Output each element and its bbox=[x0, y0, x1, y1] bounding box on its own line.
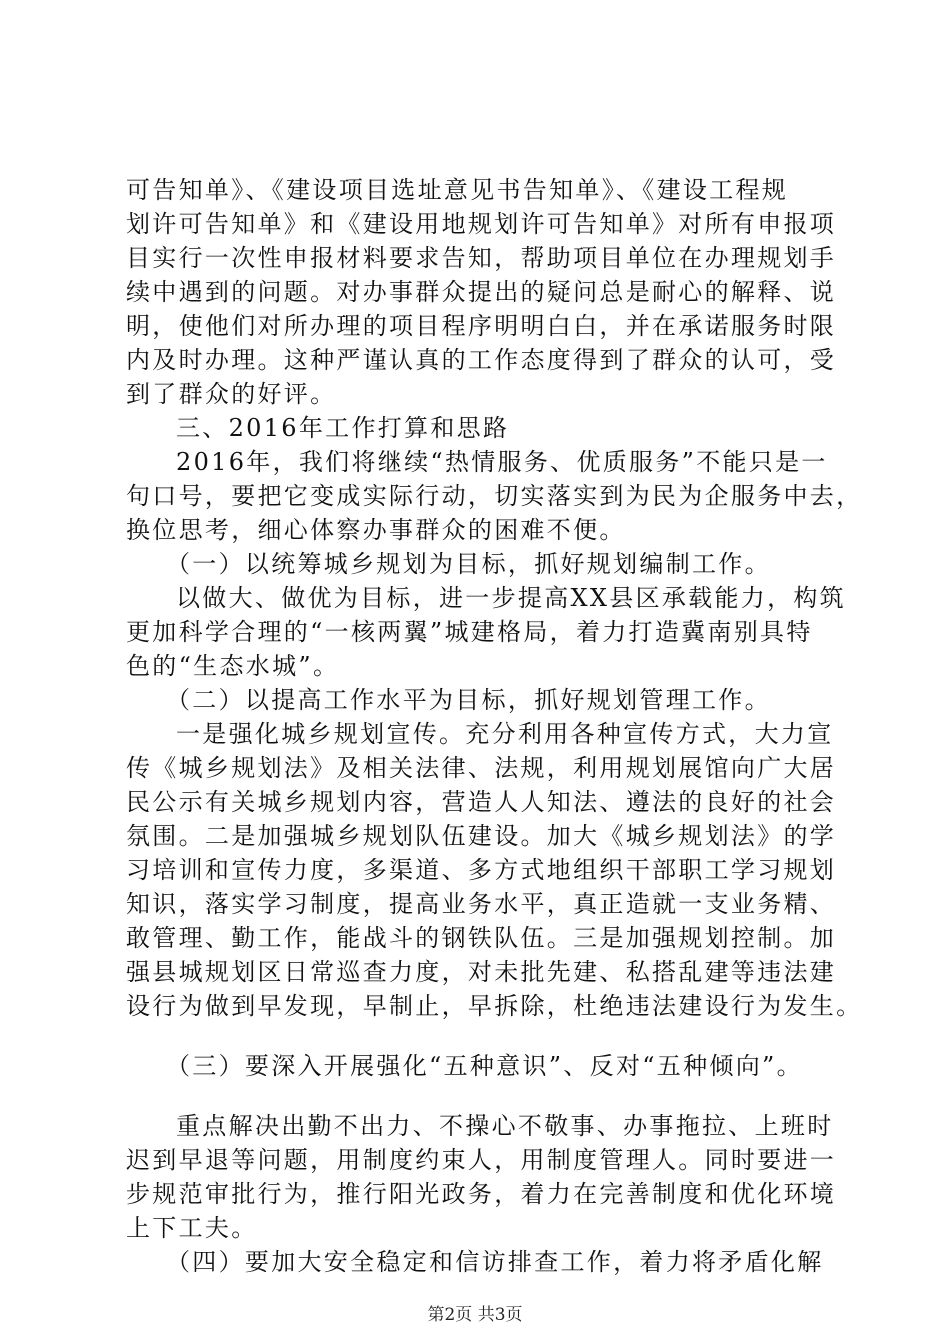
text-line: 上下工夫。 bbox=[126, 1214, 258, 1242]
text-line: 敢管理、勤工作，能战斗的钢铁队伍。三是加强规划控制。加 bbox=[126, 924, 837, 952]
text-line: 明，使他们对所办理的项目程序明明白白，并在承诺服务时限 bbox=[126, 312, 837, 340]
text-line: 换位思考，细心体察办事群众的困难不便。 bbox=[126, 516, 626, 544]
subsection-heading: （四）要加大安全稳定和信访排查工作，着力将矛盾化解 bbox=[166, 1248, 824, 1276]
text-line: 设行为做到早发现，早制止，早拆除，杜绝违法建设行为发生。 bbox=[126, 992, 863, 1020]
text-line: 更加科学合理的“一核两翼”城建格局，着力打造冀南别具特 bbox=[126, 618, 813, 646]
text-line: 强县城规划区日常巡查力度，对未批先建、私搭乱建等违法建 bbox=[126, 958, 837, 986]
text-line: 到了群众的好评。 bbox=[126, 380, 337, 408]
text-line: 氛围。二是加强城乡规划队伍建设。加大《城乡规划法》的学 bbox=[126, 822, 837, 850]
text-line: 句口号，要把它变成实际行动，切实落实到为民为企服务中去， bbox=[126, 482, 863, 510]
text-line: 续中遇到的问题。对办事群众提出的疑问总是耐心的解释、说 bbox=[126, 278, 837, 306]
subsection-heading: （三）要深入开展强化“五种意识”、反对“五种倾向”。 bbox=[166, 1052, 803, 1080]
text-line: 划许可告知单》和《建设用地规划许可告知单》对所有申报项 bbox=[126, 210, 837, 238]
page-number-footer: 第2页 共3页 bbox=[427, 1305, 523, 1325]
text-line: 习培训和宣传力度，多渠道、多方式地组织干部职工学习规划 bbox=[126, 856, 837, 884]
text-line: 色的“生态水城”。 bbox=[126, 652, 340, 680]
text-line: 以做大、做优为目标，进一步提高XX县区承载能力，构筑 bbox=[176, 584, 846, 612]
text-line: 传《城乡规划法》及相关法律、法规，利用规划展馆向广大居 bbox=[126, 754, 837, 782]
text-line: 目实行一次性申报材料要求告知，帮助项目单位在办理规划手 bbox=[126, 244, 837, 272]
text-line: 2016年，我们将继续“热情服务、优质服务”不能只是一 bbox=[176, 448, 828, 476]
text-line: 一是强化城乡规划宣传。充分利用各种宣传方式，大力宣 bbox=[176, 720, 834, 748]
text-line: 迟到早退等问题，用制度约束人，用制度管理人。同时要进一 bbox=[126, 1146, 837, 1174]
text-line: 知识，落实学习制度，提高业务水平，真正造就一支业务精、 bbox=[126, 890, 837, 918]
subsection-heading: （一）以统筹城乡规划为目标，抓好规划编制工作。 bbox=[166, 550, 771, 578]
text-line: 内及时办理。这种严谨认真的工作态度得到了群众的认可，受 bbox=[126, 346, 837, 374]
text-line: 重点解决出勤不出力、不操心不敬事、办事拖拉、上班时 bbox=[176, 1112, 834, 1140]
text-line: 民公示有关城乡规划内容，营造人人知法、遵法的良好的社会 bbox=[126, 788, 837, 816]
text-line: 步规范审批行为，推行阳光政务，着力在完善制度和优化环境 bbox=[126, 1180, 837, 1208]
subsection-heading: （二）以提高工作水平为目标，抓好规划管理工作。 bbox=[166, 686, 771, 714]
section-heading: 三、2016年工作打算和思路 bbox=[176, 414, 510, 442]
text-line: 可告知单》、《建设项目选址意见书告知单》、《建设工程规 bbox=[126, 176, 789, 204]
